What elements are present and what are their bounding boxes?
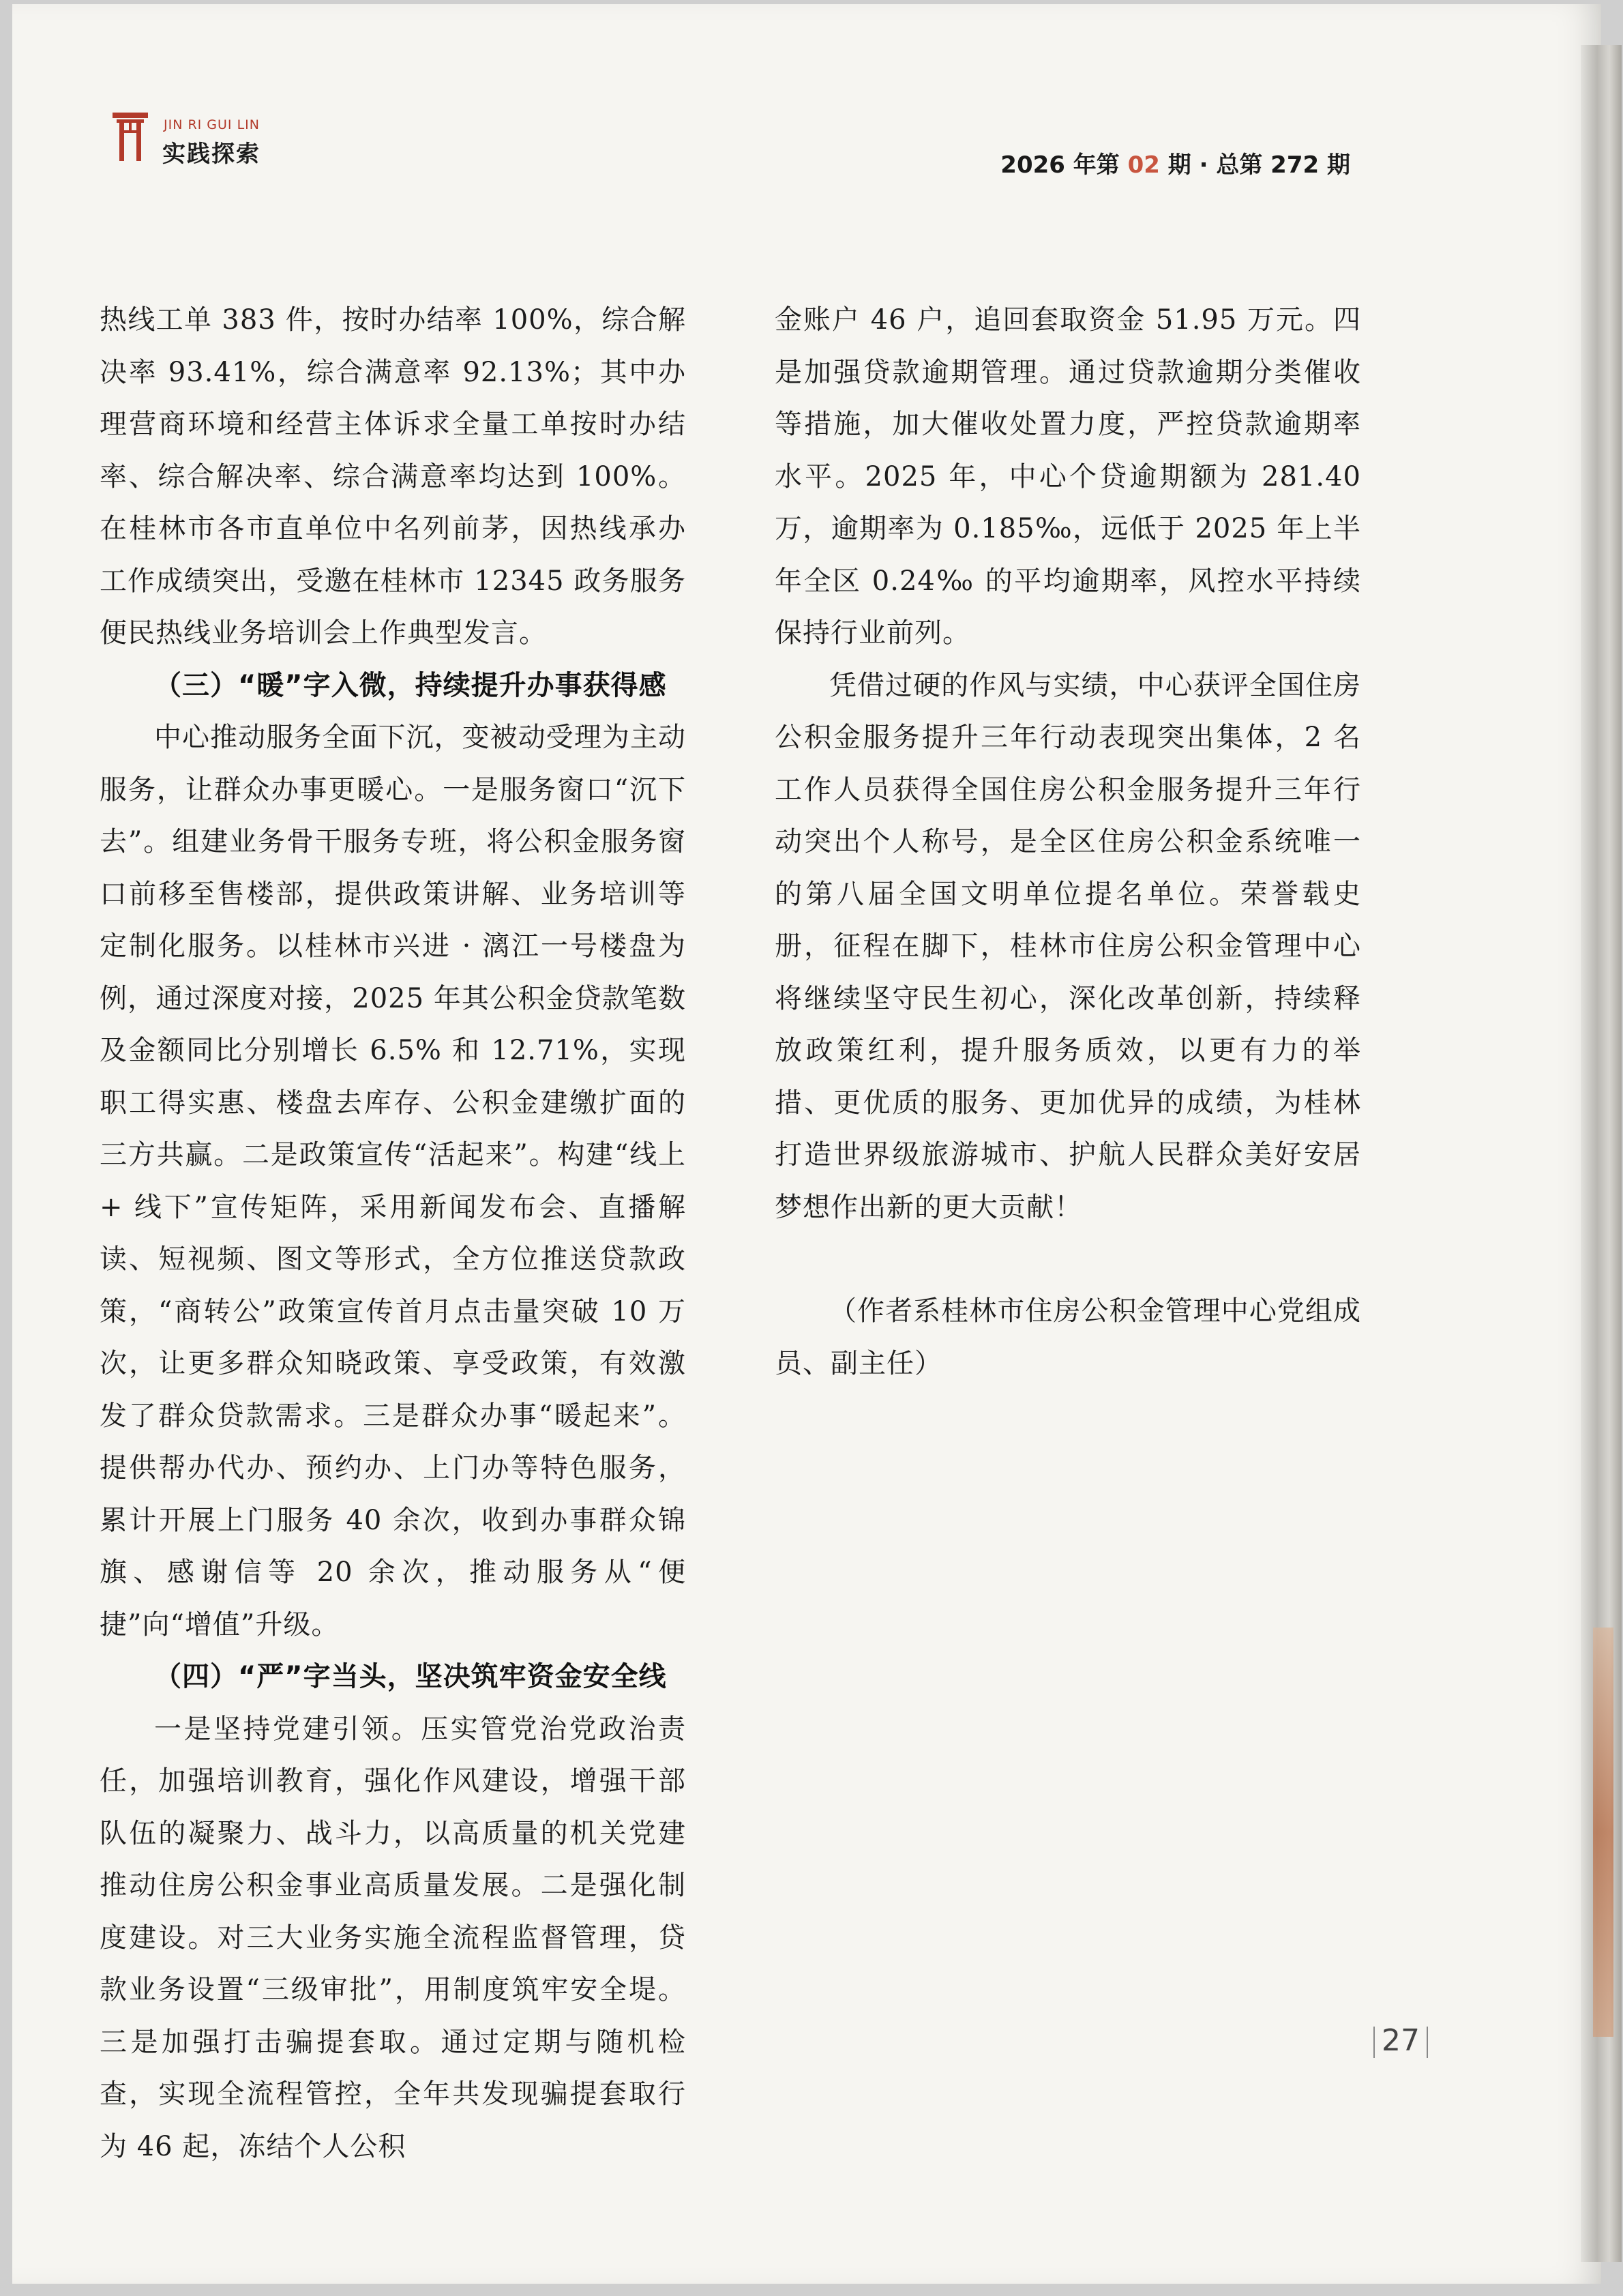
spacer: [775, 1233, 1361, 1285]
paragraph: 凭借过硬的作风与实绩，中心获评全国住房公积金服务提升三年行动表现突出集体，2 名工作人员获得全国住房公积金服务提升三年行动突出个人称号，是全区住房公积金系统唯一的第八届全国文明单位提名单位。荣誉载史册，征程在脚下，桂林市住房公积金管理中心将继续坚守民生初心，深化改革创新，持续释放政策红利，提升服务质效，以更有力的举措、更优质的服务、更加优异的成绩，为桂林打造世界级旅游城市、护航人民群众美好安居梦想作出新的更大贡献！: [775, 669, 1361, 1223]
issue-number: 02: [1127, 151, 1160, 179]
magazine-page: [12, 4, 1601, 2284]
paragraph: 一是坚持党建引领。压实管党治党政治责任，加强培训教育，强化作风建设，增强干部队伍的凝聚力、战斗力，以高质量的机关党建推动住房公积金事业高质量发展。二是强化制度建设。对三大业务实施全流程监督管理，贷款业务设置“三级审批”，用制度筑牢安全堤。三是加强打击骗提套取。通过定期与随机检查，实现全流程管控，全年共发现骗提套取行为 46 起，冻结个人公积: [100, 1713, 686, 2162]
page-edge-decoration: [1593, 1628, 1613, 2037]
section-title: 实践探索: [162, 141, 260, 168]
left-column: [100, 294, 686, 2173]
paragraph: 中心推动服务全面下沉，变被动受理为主动服务，让群众办事更暖心。一是服务窗口“沉下去”。组建业务骨干服务专班，将公积金服务窗口前移至售楼部，提供政策讲解、业务培训等定制化服务。以桂林市兴进 · 漓江一号楼盘为例，通过深度对接，2025 年其公积金贷款笔数及金额同比分别增长 6.5% 和 12.71%，实现职工得实惠、楼盘去库存、公积金建缴扩面的三方共赢。二是政策宣传“活起来”。构建“线上 + 线下”宣传矩阵，采用新闻发布会、直播解读、短视频、图文等形式，全方位推送贷款政策，“商转公”政策宣传首月点击量突破 10 万次，让更多群众知晓政策、享受政策，有效激发了群众贷款需求。三是群众办事“暖起来”。提供帮办代办、预约办、上门办等特色服务，累计开展上门服务 40 余次，收到办事群众锦旗、感谢信等 20 余次，推动服务从“便捷”向“增值”升级。: [100, 722, 686, 1640]
section-heading: （三）“暖”字入微，持续提升办事获得感: [154, 669, 667, 701]
paragraph: 热线工单 383 件，按时办结率 100%，综合解决率 93.41%，综合满意率 92.13%；其中办理营商环境和经营主体诉求全量工单按时办结率、综合解决率、综合满意率均达到 100%。在桂林市各市直单位中名列前茅，因热线承办工作成绩突出，受邀在桂林市 12345 政务服务便民热线业务培训会上作典型发言。: [100, 304, 686, 649]
issue-prefix: 2026 年第: [1000, 151, 1128, 179]
logo-gate-icon: [111, 110, 149, 163]
issue-suffix: 期 · 总第 272 期: [1159, 151, 1350, 179]
author-note: （作者系桂林市住房公积金管理中心党组成员、副主任）: [775, 1295, 1361, 1379]
logo-english-text: JIN RI GUI LIN: [164, 117, 260, 132]
section-heading: （四）“严”字当头，坚决筑牢资金安全线: [154, 1661, 667, 1692]
page-number-text: 27: [1382, 2023, 1420, 2058]
paragraph: 金账户 46 户，追回套取资金 51.95 万元。四是加强贷款逾期管理。通过贷款逾期分类催收等措施，加大催收处置力度，严控贷款逾期率水平。2025 年，中心个贷逾期额为 281.40 万，逾期率为 0.185‰，远低于 2025 年上半年全区 0.24‰ 的平均逾期率，风控水平持续保持行业前列。: [775, 304, 1361, 649]
issue-info: [1000, 146, 1350, 179]
right-column: [775, 294, 1361, 1389]
page-number: [1367, 2023, 1435, 2058]
